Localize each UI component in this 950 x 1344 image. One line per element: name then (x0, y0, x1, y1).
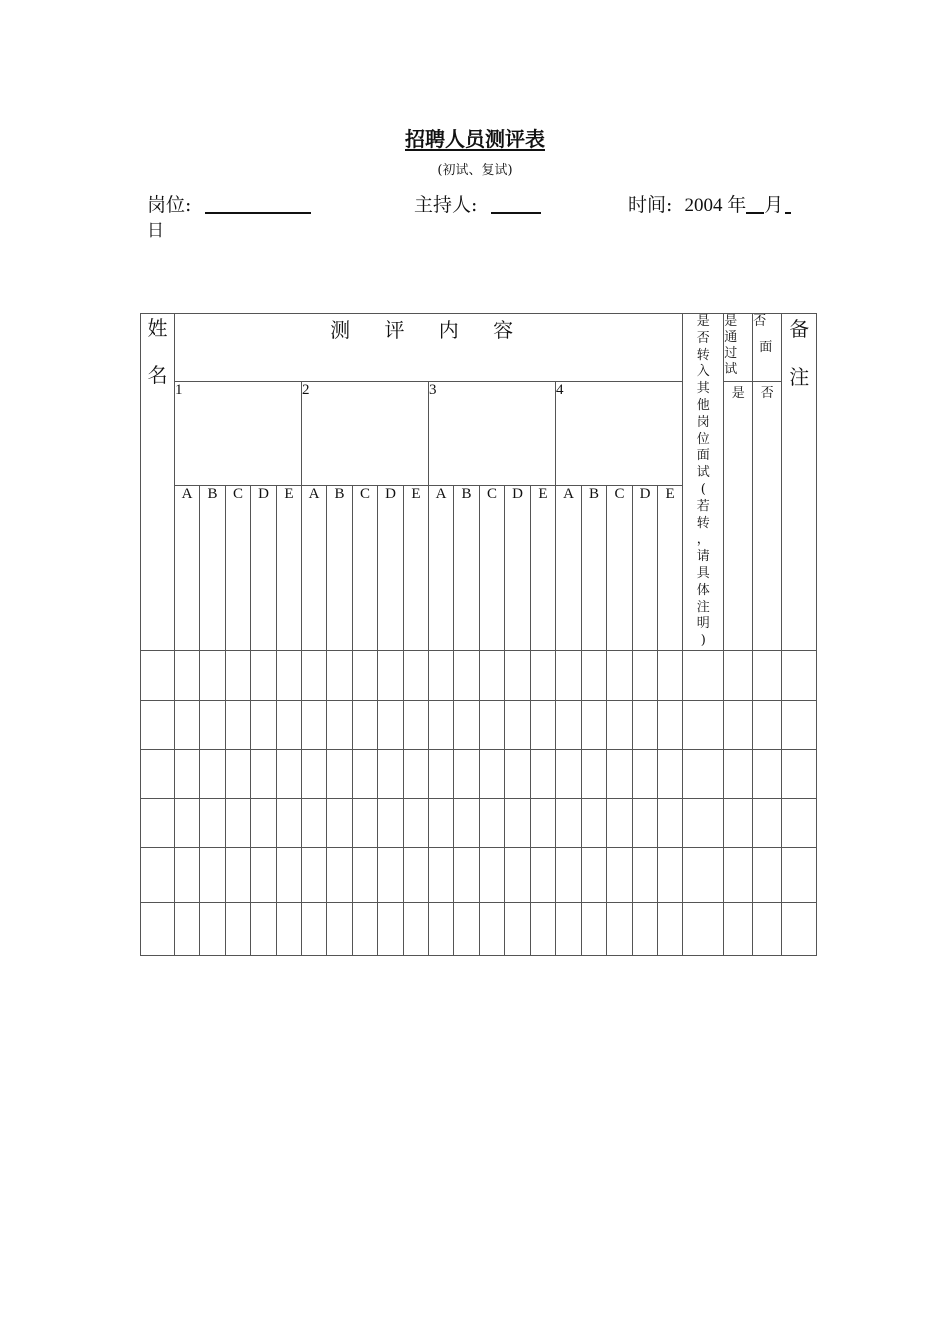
table-cell[interactable] (633, 749, 658, 798)
table-cell[interactable] (658, 847, 683, 902)
table-cell[interactable] (480, 700, 505, 749)
table-cell[interactable] (607, 847, 633, 902)
section-1-header: 1 (175, 382, 302, 486)
table-cell[interactable] (226, 847, 251, 902)
table-cell[interactable] (378, 847, 404, 902)
table-cell[interactable] (724, 650, 753, 700)
table-cell[interactable] (531, 700, 556, 749)
time-field (628, 190, 791, 217)
table-cell[interactable] (404, 700, 429, 749)
table-cell[interactable] (658, 700, 683, 749)
table-cell[interactable] (556, 650, 582, 700)
pass-header (724, 314, 753, 382)
section-2-header: 2 (302, 382, 429, 486)
table-cell[interactable] (175, 749, 200, 798)
grade-header-2-e: E (404, 485, 429, 650)
table-cell[interactable] (454, 700, 480, 749)
pass-char: 试 (724, 362, 738, 377)
table-cell[interactable] (454, 650, 480, 700)
table-cell[interactable] (633, 847, 658, 902)
transfer-char: 入 (696, 364, 710, 380)
table-cell[interactable] (175, 798, 200, 847)
table-cell[interactable] (582, 700, 607, 749)
table-cell[interactable] (531, 798, 556, 847)
table-cell[interactable] (200, 902, 226, 955)
table-cell[interactable] (226, 749, 251, 798)
table-cell[interactable] (480, 798, 505, 847)
transfer-char: ， (696, 532, 710, 548)
month-blank[interactable] (746, 194, 764, 214)
table-cell[interactable] (141, 749, 175, 798)
table-cell[interactable] (302, 749, 327, 798)
table-cell[interactable] (607, 798, 633, 847)
table-row (141, 902, 817, 955)
host-field (414, 190, 541, 217)
transfer-header (683, 314, 724, 651)
transfer-char: ( (700, 481, 706, 497)
transfer-char: 位 (696, 431, 710, 447)
table-cell[interactable] (753, 902, 782, 955)
table-cell[interactable] (480, 749, 505, 798)
table-cell[interactable] (782, 902, 817, 955)
face-char: 否 (753, 314, 767, 329)
transfer-char: 试 (696, 465, 710, 481)
table-cell[interactable] (582, 749, 607, 798)
grade-header-4-a: A (556, 485, 582, 650)
section-4-header: 4 (556, 382, 683, 486)
table-cell[interactable] (480, 650, 505, 700)
table-cell[interactable] (200, 847, 226, 902)
month-text: 月 (764, 194, 784, 216)
table-cell[interactable] (302, 847, 327, 902)
table-cell[interactable] (505, 798, 531, 847)
table-cell[interactable] (327, 650, 353, 700)
year-text: 2004 年 (684, 195, 747, 216)
grade-header-1-b: B (200, 485, 226, 650)
transfer-char: ) (700, 633, 706, 649)
table-cell[interactable] (378, 902, 404, 955)
time-label: 时间: (628, 194, 673, 216)
table-cell[interactable] (582, 650, 607, 700)
table-cell[interactable] (404, 847, 429, 902)
transfer-char: 具 (696, 565, 710, 581)
table-cell[interactable] (607, 700, 633, 749)
grade-header-3-d: D (505, 485, 531, 650)
transfer-char: 否 (696, 330, 710, 346)
transfer-char: 请 (696, 549, 710, 565)
table-cell[interactable] (505, 749, 531, 798)
pass-yes-header: 是 (724, 382, 753, 651)
table-cell[interactable] (505, 902, 531, 955)
position-blank[interactable] (205, 194, 311, 214)
table-cell[interactable] (658, 902, 683, 955)
table-cell[interactable] (633, 650, 658, 700)
table-cell[interactable] (251, 650, 277, 700)
table-row (141, 847, 817, 902)
table-cell[interactable] (302, 700, 327, 749)
transfer-char: 若 (696, 498, 710, 514)
table-cell[interactable] (607, 749, 633, 798)
table-cell[interactable] (141, 798, 175, 847)
content-header: 测 评 内 容 (175, 314, 683, 382)
name-char: 名 (147, 363, 168, 387)
table-cell[interactable] (141, 700, 175, 749)
table-cell[interactable] (683, 847, 724, 902)
table-cell[interactable] (353, 749, 378, 798)
table-cell[interactable] (658, 650, 683, 700)
name-header (141, 314, 175, 651)
evaluation-table (140, 313, 817, 956)
table-cell[interactable] (327, 902, 353, 955)
table-cell[interactable] (226, 902, 251, 955)
table-cell[interactable] (353, 847, 378, 902)
table-cell[interactable] (753, 650, 782, 700)
grade-header-1-a: A (175, 485, 200, 650)
table-cell[interactable] (480, 902, 505, 955)
grade-header-3-a: A (429, 485, 454, 650)
table-cell[interactable] (302, 650, 327, 700)
table-cell[interactable] (200, 700, 226, 749)
table-cell[interactable] (226, 650, 251, 700)
table-cell[interactable] (141, 847, 175, 902)
grade-header-3-e: E (531, 485, 556, 650)
table-cell[interactable] (633, 798, 658, 847)
table-cell[interactable] (683, 902, 724, 955)
table-cell[interactable] (683, 798, 724, 847)
table-cell[interactable] (480, 847, 505, 902)
transfer-char: 面 (696, 448, 710, 464)
grade-header-2-d: D (378, 485, 404, 650)
table-cell[interactable] (658, 798, 683, 847)
transfer-char: 转 (696, 515, 710, 531)
transfer-char: 其 (696, 381, 710, 397)
table-cell[interactable] (505, 847, 531, 902)
table-cell[interactable] (226, 798, 251, 847)
table-cell[interactable] (607, 902, 633, 955)
remark-char: 注 (789, 365, 810, 389)
grade-header-2-c: C (353, 485, 378, 650)
table-cell[interactable] (753, 847, 782, 902)
transfer-char: 他 (696, 397, 710, 413)
table-row (141, 798, 817, 847)
host-label: 主持人: (414, 194, 478, 216)
table-cell[interactable] (175, 700, 200, 749)
table-cell[interactable] (353, 650, 378, 700)
table-cell[interactable] (277, 798, 302, 847)
section-3-header: 3 (429, 382, 556, 486)
face-char: 面 (759, 340, 773, 355)
table-cell[interactable] (531, 650, 556, 700)
grade-header-4-c: C (607, 485, 633, 650)
table-cell[interactable] (141, 902, 175, 955)
table-cell[interactable] (505, 700, 531, 749)
table-cell[interactable] (556, 847, 582, 902)
table-cell[interactable] (200, 798, 226, 847)
table-cell[interactable] (505, 650, 531, 700)
table-cell[interactable] (353, 700, 378, 749)
table-cell[interactable] (302, 798, 327, 847)
table-cell[interactable] (353, 902, 378, 955)
position-label: 岗位: (147, 194, 192, 216)
table-cell[interactable] (302, 902, 327, 955)
table-cell[interactable] (327, 749, 353, 798)
table-cell[interactable] (175, 902, 200, 955)
table-cell[interactable] (277, 650, 302, 700)
table-cell[interactable] (782, 650, 817, 700)
table-cell[interactable] (429, 902, 454, 955)
table-cell[interactable] (327, 798, 353, 847)
table-cell[interactable] (429, 700, 454, 749)
table-cell[interactable] (378, 749, 404, 798)
position-field (147, 190, 311, 217)
table-cell[interactable] (724, 700, 753, 749)
table-cell[interactable] (277, 902, 302, 955)
table-cell[interactable] (454, 798, 480, 847)
table-cell[interactable] (683, 650, 724, 700)
table-cell[interactable] (226, 700, 251, 749)
table-cell[interactable] (277, 749, 302, 798)
table-row (141, 749, 817, 798)
table-cell[interactable] (200, 749, 226, 798)
table-cell[interactable] (404, 902, 429, 955)
table-cell[interactable] (556, 902, 582, 955)
grade-header-4-e: E (658, 485, 683, 650)
grade-header-4-d: D (633, 485, 658, 650)
table-cell[interactable] (782, 847, 817, 902)
table-cell[interactable] (251, 847, 277, 902)
day-text: 日 (147, 221, 164, 241)
table-cell[interactable] (556, 700, 582, 749)
table-cell[interactable] (724, 798, 753, 847)
table-cell[interactable] (251, 798, 277, 847)
grade-header-2-b: B (327, 485, 353, 650)
grade-header-1-d: D (251, 485, 277, 650)
table-cell[interactable] (753, 700, 782, 749)
table-cell[interactable] (277, 847, 302, 902)
table-cell[interactable] (582, 902, 607, 955)
pass-char: 通 (724, 330, 738, 345)
table-cell[interactable] (429, 798, 454, 847)
face-header (753, 314, 782, 382)
table-row (141, 700, 817, 749)
pass-char: 过 (724, 346, 738, 361)
table-cell[interactable] (582, 847, 607, 902)
host-blank[interactable] (491, 194, 541, 214)
transfer-char: 转 (696, 347, 710, 363)
grade-header-4-b: B (582, 485, 607, 650)
transfer-char: 明 (696, 616, 710, 632)
table-cell[interactable] (454, 847, 480, 902)
table-cell[interactable] (531, 902, 556, 955)
pass-char: 是 (724, 314, 738, 329)
table-cell[interactable] (277, 700, 302, 749)
table-cell[interactable] (404, 749, 429, 798)
table-cell[interactable] (429, 749, 454, 798)
table-cell[interactable] (378, 798, 404, 847)
table-cell[interactable] (556, 798, 582, 847)
table-cell[interactable] (378, 650, 404, 700)
table-cell[interactable] (429, 847, 454, 902)
table-cell[interactable] (724, 902, 753, 955)
table-cell[interactable] (582, 798, 607, 847)
table-cell[interactable] (251, 902, 277, 955)
table-cell[interactable] (251, 749, 277, 798)
grade-header-3-b: B (454, 485, 480, 650)
form-subtitle: (初试、复试) (437, 163, 513, 178)
table-cell[interactable] (429, 650, 454, 700)
table-cell[interactable] (378, 700, 404, 749)
table-cell[interactable] (454, 749, 480, 798)
grade-header-3-c: C (480, 485, 505, 650)
transfer-char: 是 (696, 314, 710, 329)
table-cell[interactable] (753, 798, 782, 847)
table-cell[interactable] (724, 847, 753, 902)
form-title: 招聘人员测评表 (405, 127, 545, 151)
table-cell[interactable] (782, 749, 817, 798)
table-cell[interactable] (141, 650, 175, 700)
remark-char: 备 (789, 317, 810, 341)
table-cell[interactable] (683, 749, 724, 798)
table-cell[interactable] (753, 749, 782, 798)
table-cell[interactable] (633, 700, 658, 749)
grade-header-2-a: A (302, 485, 327, 650)
table-cell[interactable] (404, 650, 429, 700)
table-cell[interactable] (531, 847, 556, 902)
table-cell[interactable] (175, 650, 200, 700)
table-cell[interactable] (658, 749, 683, 798)
transfer-char: 注 (696, 599, 710, 615)
table-cell[interactable] (353, 798, 378, 847)
table-row (141, 650, 817, 700)
day-blank[interactable] (785, 194, 791, 214)
table-cell[interactable] (633, 902, 658, 955)
table-cell[interactable] (454, 902, 480, 955)
table-cell[interactable] (607, 650, 633, 700)
grade-header-1-e: E (277, 485, 302, 650)
table-cell[interactable] (175, 847, 200, 902)
transfer-char: 体 (696, 582, 710, 598)
table-cell[interactable] (724, 749, 753, 798)
grade-header-1-c: C (226, 485, 251, 650)
table-cell[interactable] (683, 700, 724, 749)
name-char: 姓 (147, 316, 168, 340)
table-cell[interactable] (782, 700, 817, 749)
pass-no-header: 否 (753, 382, 782, 651)
table-cell[interactable] (200, 650, 226, 700)
table-cell[interactable] (531, 749, 556, 798)
table-cell[interactable] (327, 700, 353, 749)
remark-header (782, 314, 817, 651)
table-cell[interactable] (404, 798, 429, 847)
table-cell[interactable] (251, 700, 277, 749)
table-cell[interactable] (782, 798, 817, 847)
table-cell[interactable] (556, 749, 582, 798)
table-cell[interactable] (327, 847, 353, 902)
transfer-char: 岗 (696, 414, 710, 430)
